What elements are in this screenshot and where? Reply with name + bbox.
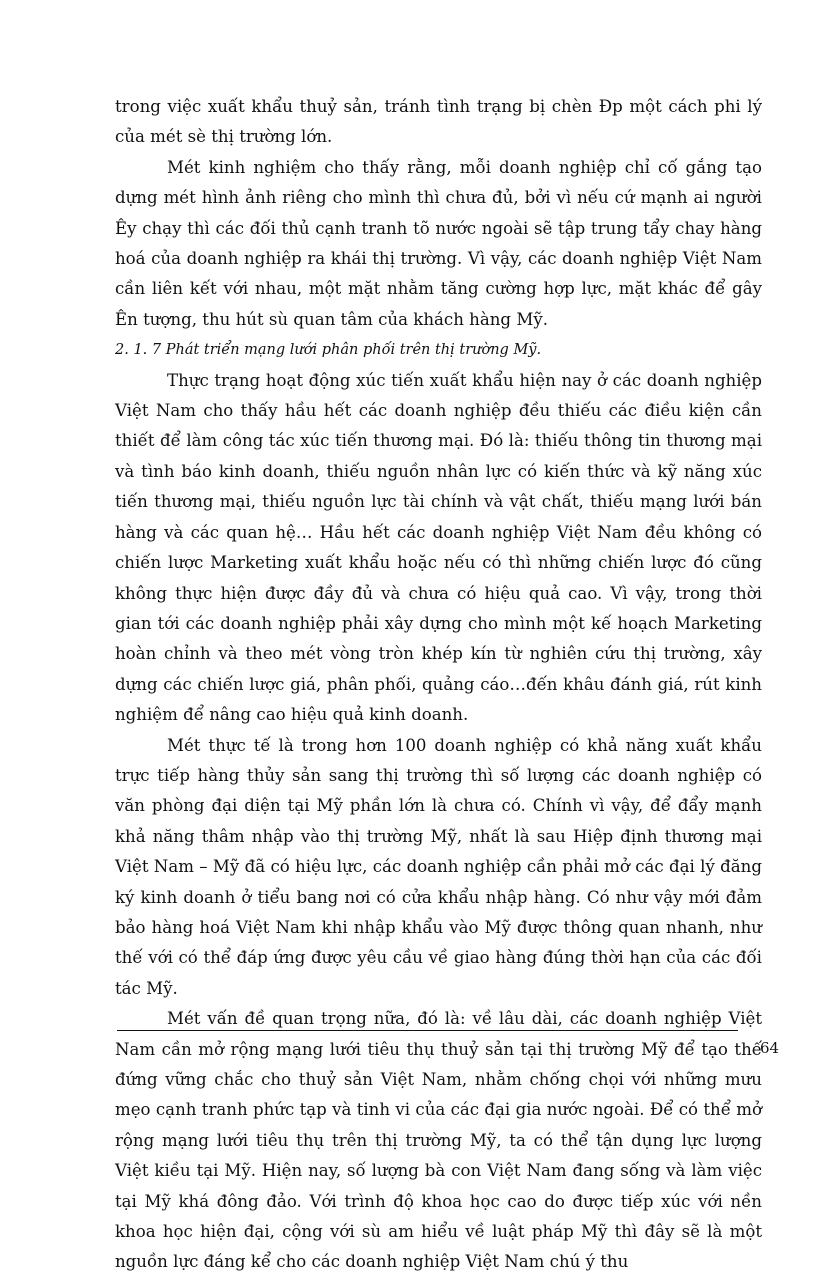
body-text xyxy=(115,92,762,1278)
paragraph-continuation: trong việc xuất khẩu thuỷ sản, tránh tình trạng bị chèn Ðp một cách phi lý của mét sè thị trường lớn. xyxy=(115,97,762,147)
page-number: 64 xyxy=(760,1039,780,1057)
paragraph-trade-promotion: Thực trạng hoạt động xúc tiến xuất khẩu hiện nay ở các doanh nghiệp Việt Nam cho thấy hầu hết các doanh nghiệp đều thiếu các điều kiện cần thiết để làm công tác xúc tiến thương mại. Đó là: thiếu thông tin thương mại và tình báo kinh doanh, thiếu nguồn nhân lực có kiến thức và kỹ năng xúc tiến thương mại, thiếu nguồn lực tài chính và vật chất, thiếu mạng lưới bán hàng và các quan hệ… Hầu hết các doanh nghiệp Việt Nam đều không có chiến lược Marketing xuất khẩu hoặc nếu có thì những chiến lược đó cũng không thực hiện được đầy đủ và chưa có hiệu quả cao. Vì vậy, trong thời gian tới các doanh nghiệp phải xây dựng cho mình một kế hoạch Marketing hoàn chỉnh và theo mét vòng tròn khép kín từ nghiên cứu thị trường, xây dựng các chiến lược giá, phân phối, quảng cáo…đến khâu đánh giá, rút kinh nghiệm để nâng cao hiệu quả kinh doanh. xyxy=(115,370,762,725)
paragraph-representative-offices: Mét thực tế là trong hơn 100 doanh nghiệp có khả năng xuất khẩu trực tiếp hàng thủy sản sang thị trường thì số lượng các doanh nghiệp có văn phòng đại diện tại Mỹ phần lớn là chưa có. Chính vì vậy, để đẩy mạnh khả năng thâm nhập vào thị trường Mỹ, nhất là sau Hiệp định thương mại Việt Nam – Mỹ đã có hiệu lực, các doanh nghiệp cần phải mở các đại lý đăng ký kinh doanh ở tiểu bang nơi có cửa khẩu nhập hàng. Có như vậy mới đảm bảo hàng hoá Việt Nam khi nhập khẩu vào Mỹ được thông quan nhanh, như thế với có thể đáp ứng được yêu cầu về giao hàng đúng thời hạn của các đối tác Mỹ. xyxy=(115,735,762,998)
section-heading-distribution-network: 2. 1. 7 Phát triển mạng lưới phân phối trên thị trường Mỹ. xyxy=(115,342,542,359)
paragraph-unified-image: Mét kinh nghiệm cho thấy rằng, mỗi doanh nghiệp chỉ cố gắng tạo dựng mét hình ảnh riêng cho mình thì chưa đủ, bởi vì nếu cứ mạnh ai người Êy chạy thì các đối thủ cạnh tranh tõ nước ngoài sẽ tập trung tẩy chay hàng hoá của doanh nghiệp ra khái thị trường. Vì vậy, các doanh nghiệp Việt Nam cần liên kết với nhau, một mặt nhằm tăng cường hợp lực, mặt khác để gây Ên tượng, thu hút sù quan tâm của khách hàng Mỹ. xyxy=(115,157,762,329)
footer-divider xyxy=(117,1030,738,1031)
paragraph-overseas-vietnamese: Mét vấn đề quan trọng nữa, đó là: về lâu dài, các doanh nghiệp Việt Nam cần mở rộng mạng lưới tiêu thụ thuỷ sản tại thị trường Mỹ để tạo thế đứng vững chắc cho thuỷ sản Việt Nam, nhằm chống chọi với những mưu mẹo cạnh tranh phức tạp và tinh vi của các đại gia nước ngoài. Để có thể mở rộng mạng lưới tiêu thụ trên thị trường Mỹ, ta có thể tận dụng lực lượng Việt kiều tại Mỹ. Hiện nay, số lượng bà con Việt Nam đang sống và làm việc tại Mỹ khá đông đảo. Với trình độ khoa học cao do được tiếp xúc với nền khoa học hiện đại, cộng với sù am hiểu về luật pháp Mỹ thì đây sẽ là một nguồn lực đáng kể cho các doanh nghiệp Việt Nam chú ý thu xyxy=(115,1009,762,1272)
